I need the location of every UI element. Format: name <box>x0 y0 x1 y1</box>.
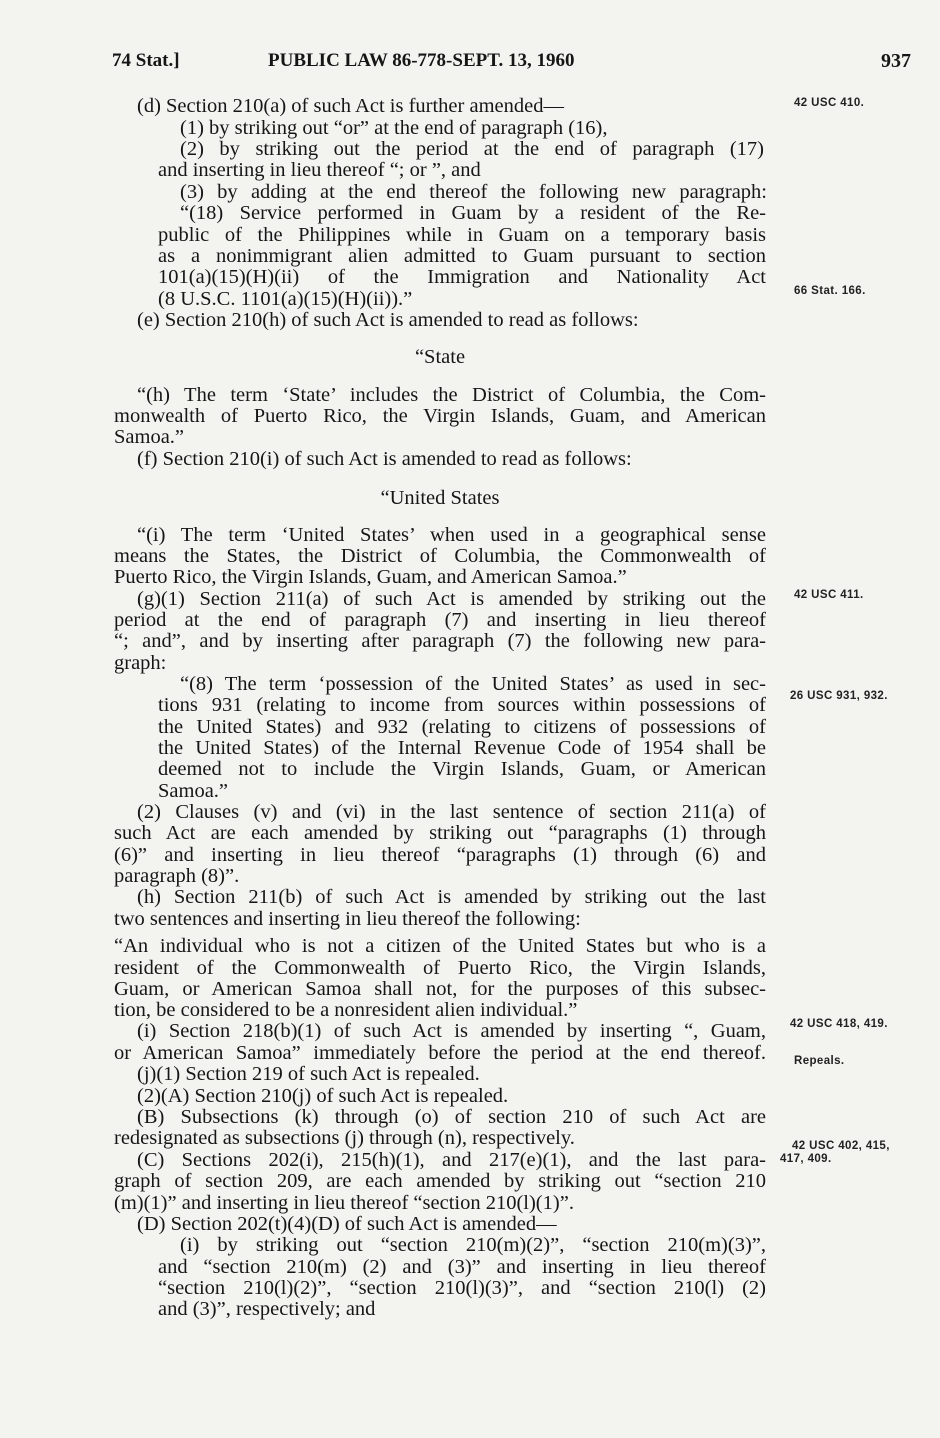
margin-note-42-usc-418-419: 42 USC 418, 419. <box>790 1018 888 1030</box>
body-line: “(18) Service performed in Guam by a resident of the Re- <box>180 202 766 224</box>
quoted-line: resident of the Commonwealth of Puerto Rico, the Virgin Islands, <box>114 957 766 979</box>
quoted-line: tion, be considered to be a nonresident alien individual.” <box>114 999 578 1021</box>
margin-note-42-usc-410: 42 USC 410. <box>794 97 865 109</box>
header-public-law-title: PUBLIC LAW 86-778-SEPT. 13, 1960 <box>268 50 575 71</box>
body-line: deemed not to include the Virgin Islands, Guam, or American <box>158 758 766 780</box>
body-line: (e) Section 210(h) of such Act is amended to read as follows: <box>137 309 639 331</box>
body-line: (B) Subsections (k) through (o) of section 210 of such Act are <box>137 1106 766 1128</box>
body-line: Puerto Rico, the Virgin Islands, Guam, and American Samoa.” <box>114 566 627 588</box>
margin-note-417-409: 417, 409. <box>780 1153 832 1165</box>
quoted-line: “An individual who is not a citizen of the United States but who is a <box>114 935 766 957</box>
body-line: means the States, the District of Columbia, the Commonwealth of <box>114 545 766 567</box>
body-line: (d) Section 210(a) of such Act is further amended— <box>137 95 564 117</box>
body-line: or American Samoa” immediately before the period at the end thereof. <box>114 1042 766 1064</box>
body-line: (g)(1) Section 211(a) of such Act is amended by striking out the <box>137 588 766 610</box>
body-line: the United States) and 932 (relating to citizens of possessions of <box>158 716 766 738</box>
page-number: 937 <box>881 50 911 72</box>
body-line: monwealth of Puerto Rico, the Virgin Islands, Guam, and American <box>114 405 766 427</box>
margin-note-26-usc-931-932: 26 USC 931, 932. <box>790 690 888 702</box>
body-line: “section 210(l)(2)”, “section 210(l)(3)”, and “section 210(l) (2) <box>158 1277 766 1299</box>
body-line: (j)(1) Section 219 of such Act is repealed. <box>137 1063 480 1085</box>
body-line: (2)(A) Section 210(j) of such Act is repealed. <box>137 1085 509 1107</box>
body-line: tions 931 (relating to income from sources within possessions of <box>158 694 766 716</box>
body-line: (i) by striking out “section 210(m)(2)”, “section 210(m)(3)”, <box>180 1234 766 1256</box>
body-line: and inserting in lieu thereof “; or ”, and <box>158 159 481 181</box>
body-line: Samoa.” <box>114 426 185 448</box>
body-line: Samoa.” <box>158 780 229 802</box>
body-line: (h) Section 211(b) of such Act is amended by striking out the last <box>137 886 766 908</box>
margin-note-42-usc-402-415: 42 USC 402, 415, <box>792 1140 890 1152</box>
body-line: (m)(1)” and inserting in lieu thereof “section 210(l)(1)”. <box>114 1192 574 1214</box>
body-line: (i) Section 218(b)(1) of such Act is amended by inserting “, Guam, <box>137 1020 766 1042</box>
margin-note-repeals: Repeals. <box>794 1055 845 1067</box>
body-line: “(i) The term ‘United States’ when used in a geographical sense <box>137 524 766 546</box>
body-line: (3) by adding at the end thereof the following new paragraph: <box>180 181 767 203</box>
section-heading-state: “State <box>414 346 466 368</box>
body-line: “(8) The term ‘possession of the United States’ as used in sec- <box>180 673 766 695</box>
quoted-line: Guam, or American Samoa shall not, for the purposes of this subsec- <box>114 978 766 1000</box>
body-line: redesignated as subsections (j) through (n), respectively. <box>114 1127 575 1149</box>
body-line: “; and”, and by inserting after paragraph (7) the following new para- <box>114 630 766 652</box>
body-line: “(h) The term ‘State’ includes the District of Columbia, the Com- <box>137 384 766 406</box>
body-line: (2) by striking out the period at the end of paragraph (17) <box>180 138 764 160</box>
body-line: (8 U.S.C. 1101(a)(15)(H)(ii)).” <box>158 288 413 310</box>
body-line: (1) by striking out “or” at the end of paragraph (16), <box>180 117 608 139</box>
body-line: public of the Philippines while in Guam on a temporary basis <box>158 224 766 246</box>
margin-note-42-usc-411: 42 USC 411. <box>794 589 864 601</box>
body-line: (2) Clauses (v) and (vi) in the last sentence of section 211(a) of <box>137 801 766 823</box>
body-line: paragraph (8)”. <box>114 865 240 887</box>
body-line: and (3)”, respectively; and <box>158 1298 376 1320</box>
margin-note-66-stat-166: 66 Stat. 166. <box>794 285 866 297</box>
section-heading-united-states: “United States <box>380 487 500 509</box>
body-line: as a nonimmigrant alien admitted to Guam pursuant to section <box>158 245 766 267</box>
body-line: (D) Section 202(t)(4)(D) of such Act is amended— <box>137 1213 557 1235</box>
body-line: graph of section 209, are each amended by striking out “section 210 <box>114 1170 766 1192</box>
body-line: 101(a)(15)(H)(ii) of the Immigration and Nationality Act <box>158 266 766 288</box>
body-line: and “section 210(m) (2) and (3)” and inserting in lieu thereof <box>158 1256 766 1278</box>
body-line: the United States) of the Internal Revenue Code of 1954 shall be <box>158 737 766 759</box>
body-line: two sentences and inserting in lieu thereof the following: <box>114 908 581 930</box>
body-line: graph: <box>114 652 167 674</box>
body-line: period at the end of paragraph (7) and inserting in lieu thereof <box>114 609 766 631</box>
body-line: (C) Sections 202(i), 215(h)(1), and 217(e)(1), and the last para- <box>137 1149 766 1171</box>
body-line: such Act are each amended by striking out “paragraphs (1) through <box>114 822 766 844</box>
header-stat-reference: 74 Stat.] <box>112 50 180 71</box>
body-line: (6)” and inserting in lieu thereof “paragraphs (1) through (6) and <box>114 844 766 866</box>
body-line: (f) Section 210(i) of such Act is amended to read as follows: <box>137 448 632 470</box>
